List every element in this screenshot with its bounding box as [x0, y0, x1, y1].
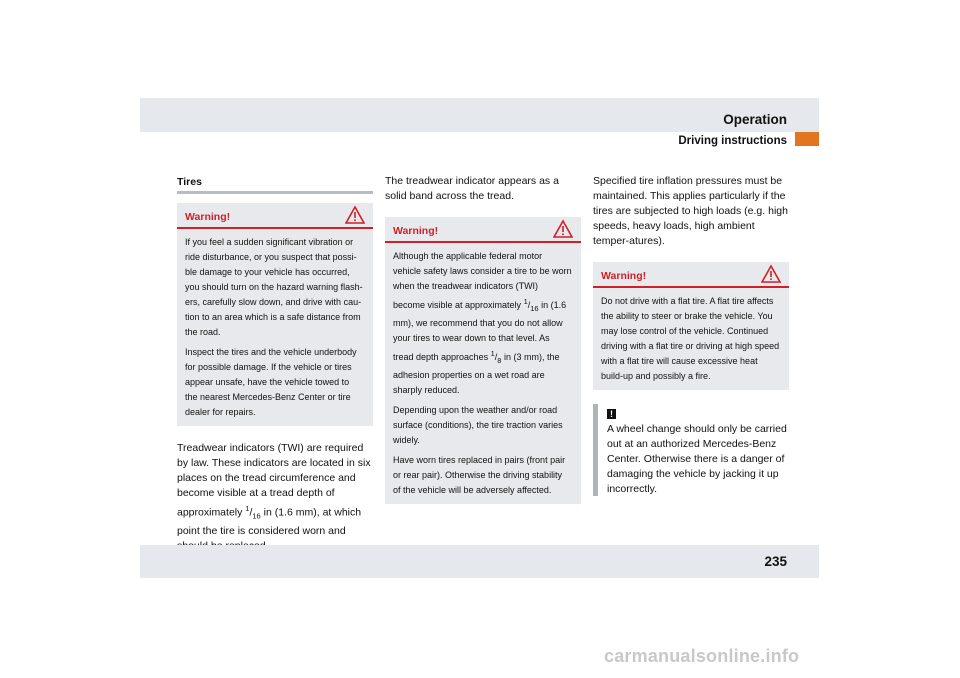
notice-bar: [593, 404, 598, 496]
warning-paragraph: Inspect the tires and the vehicle underbody for possible damage. If the vehicle or tires appear unsafe, have the vehicle towed to the nearest Mercedes-Benz Center or tire dealer for repairs.: [185, 347, 357, 417]
warning-paragraph: If you feel a sudden significant vibration or ride disturbance, or you suspect that possi-ble damage to your vehicle has occurred, you should turn on the hazard warning flash-ers, carefully slow down, and drive with cau-tion to an area which is a safe distance from the road.: [185, 237, 363, 337]
warning-title: Warning!: [601, 270, 647, 282]
warning-box-tread-depth: [385, 217, 581, 504]
fraction-denominator: 16: [252, 511, 261, 521]
warning-box-flat-tire: [593, 262, 789, 390]
warning-paragraph: Do not drive with a flat tire. A flat tire affects the ability to steer or brake the vehicle. You may lose control of the vehicle. Continued driving with a flat tire or driving at high speed with a flat tire will cause excessive heat build-up and possibly a fire.: [601, 296, 780, 381]
warning-header: [177, 203, 373, 229]
warning-paragraph: Depending upon the weather and/or road surface (conditions), the tire traction varies widely.: [393, 404, 563, 445]
warning-text: in (3 mm), the adhesion properties on a wet road are sharply reduced.: [393, 351, 560, 395]
warning-triangle-icon: [761, 264, 781, 284]
treadwear-text: Treadwear indicators (TWI) are required by law. These indicators are located in six places on the tread circumference and become visible at a tread depth of approximately: [177, 442, 371, 519]
warning-text: Although the applicable federal motor vehicle safety laws consider a tire to be worn when the treadwear indicators (TWI) become visible at approximately: [393, 251, 572, 310]
warning-header: [385, 217, 581, 243]
column-2: [385, 168, 581, 504]
warning-paragraph: Have worn tires replaced in pairs (front pair or rear pair). Otherwise the driving stability of the vehicle will be adversely affected.: [393, 454, 566, 495]
inflation-paragraph: Specified tire inflation pressures must be maintained. This applies particularly if the tires are subjected to high loads (e.g. high speeds, heavy loads, high ambient temper-atures).: [593, 175, 788, 247]
fraction-denominator: 16: [530, 303, 539, 313]
subheader: [140, 0, 819, 160]
exclamation-icon: !: [607, 409, 616, 419]
warning-triangle-icon: [553, 219, 573, 239]
column-1: [177, 168, 373, 554]
warning-triangle-icon: [345, 205, 365, 225]
treadwear-text-end: in (1.6 mm), at which point the tire is considered worn and: [177, 506, 362, 537]
warning-header: [593, 262, 789, 288]
warning-box-vibration: [177, 203, 373, 426]
fraction-numerator: 1: [245, 504, 250, 513]
warning-body: [177, 229, 373, 426]
warning-body: [385, 243, 581, 504]
watermark: carmanualsonline.info: [604, 646, 800, 666]
notice-text: A wheel change should only be carried out at an authorized Mercedes-Benz Center. Otherwise there is a danger of damaging the vehicle by jacking it up incorrectly.: [607, 423, 787, 495]
column-3: [593, 168, 789, 497]
notice-wheel-change: [593, 404, 789, 497]
warning-paragraph: Although the applicable federal motor vehicle safety laws consider a tire to be worn when the treadwear indicators (TWI) become visible at approximately $^1/_{16}$ in (1.6 mm), we recommend that you do not allow your tires to wear down to that level. As tread depth approaches $^1/_8$ in (3 mm), the adhesion properties on a wet road are sharply reduced.: [393, 251, 572, 395]
section-title-operation: Operation: [723, 112, 787, 127]
footer-band: [140, 545, 819, 578]
warning-title: Warning!: [185, 211, 231, 223]
treadwear-intro: The treadwear indicator appears as a solid band across the tread.: [385, 175, 559, 202]
subsection-title: Driving instructions: [678, 135, 787, 147]
fraction-numerator: 1: [490, 348, 495, 358]
page-number: 235: [764, 554, 787, 569]
warning-title: Warning!: [393, 225, 439, 237]
warning-text: in (1.6 mm), we recommend that you do not allow your tires to wear down to that level. As tread depth approaches: [393, 300, 567, 362]
tires-heading: Tires: [177, 176, 373, 194]
fraction-numerator: 1: [523, 297, 528, 306]
fraction-denominator: 8: [497, 355, 502, 365]
chapter-tab-marker: [795, 132, 819, 146]
warning-body: [593, 288, 789, 390]
treadwear-paragraph: Treadwear indicators (TWI) are required by law. These indicators are located in six places on the tread circumference and become visible at a tread depth of approximately $^1/_{16}$ in (1.6 mm), at which point the tire is considered worn and: [177, 441, 373, 554]
